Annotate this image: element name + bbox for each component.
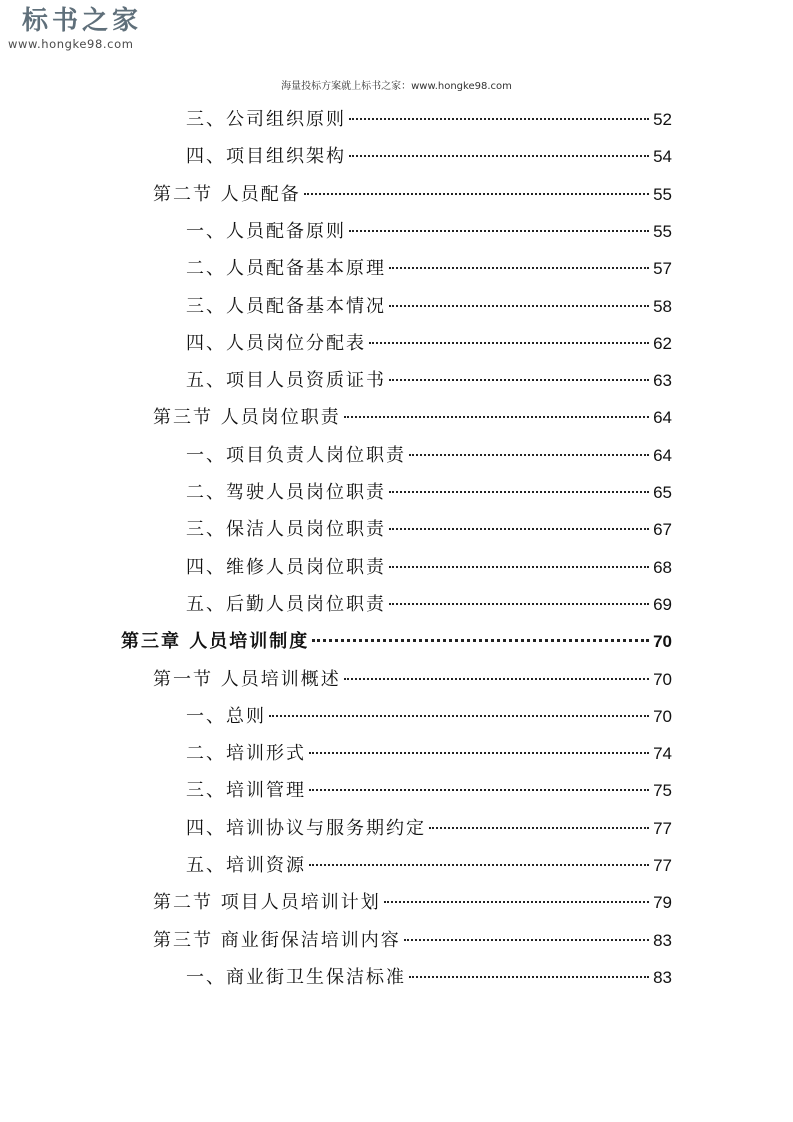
toc-dot-leader	[344, 416, 649, 418]
toc-dot-leader	[309, 864, 649, 866]
toc-subsection-entry[interactable]	[186, 814, 672, 844]
toc-entry-label: 二、培训形式	[186, 743, 306, 765]
toc-page-number: 83	[653, 967, 672, 987]
toc-page-number: 58	[653, 296, 672, 316]
toc-page-number: 64	[653, 445, 672, 465]
toc-subsection-entry[interactable]	[186, 590, 672, 620]
toc-subsection-entry[interactable]	[186, 142, 672, 172]
toc-entry-label: 四、项目组织架构	[186, 146, 346, 168]
toc-section-entry[interactable]	[153, 180, 672, 210]
toc-entry-label: 一、项目负责人岗位职责	[186, 444, 406, 466]
toc-page-number: 62	[653, 333, 672, 353]
toc-dot-leader	[384, 901, 649, 903]
toc-dot-leader	[389, 305, 649, 307]
toc-dot-leader	[344, 678, 649, 680]
toc-entry-label: 第三节 商业街保洁培训内容	[153, 929, 401, 951]
toc-dot-leader	[312, 639, 649, 642]
toc-page-number: 68	[653, 557, 672, 577]
toc-subsection-entry[interactable]	[186, 739, 672, 769]
toc-entry-label: 三、人员配备基本情况	[186, 295, 386, 317]
toc-page-number: 77	[653, 818, 672, 838]
toc-page-number: 69	[653, 594, 672, 614]
toc-subsection-entry[interactable]	[186, 702, 672, 732]
toc-page-number: 70	[653, 706, 672, 726]
toc-entry-label: 第三节 人员岗位职责	[153, 407, 341, 429]
toc-entry-label: 三、公司组织原则	[186, 109, 346, 130]
toc-dot-leader	[389, 528, 649, 530]
toc-entry-label: 第三章 人员培训制度	[121, 631, 310, 653]
logo-url: www.hongke98.com	[8, 37, 134, 51]
toc-subsection-entry[interactable]	[186, 478, 672, 508]
toc-entry-label: 四、培训协议与服务期约定	[186, 817, 426, 839]
toc-subsection-entry[interactable]	[186, 553, 672, 583]
toc-page-number: 64	[653, 408, 672, 428]
toc-dot-leader	[389, 379, 649, 381]
toc-subsection-entry[interactable]	[186, 963, 672, 993]
toc-dot-leader	[349, 155, 649, 157]
toc-subsection-entry[interactable]	[186, 851, 672, 881]
toc-subsection-entry[interactable]	[186, 366, 672, 396]
toc-entry-label: 四、人员岗位分配表	[186, 332, 366, 354]
toc-page-number: 57	[653, 259, 672, 279]
toc-dot-leader	[429, 827, 649, 829]
toc-subsection-entry[interactable]	[186, 105, 672, 135]
toc-page-number: 65	[653, 483, 672, 502]
toc-page-number: 77	[653, 856, 672, 875]
toc-entry-label: 第二节 项目人员培训计划	[153, 892, 381, 914]
toc-subsection-entry[interactable]	[186, 776, 672, 806]
toc-dot-leader	[349, 118, 649, 120]
logo-title: 标书之家	[22, 6, 143, 36]
toc-entry-label: 三、培训管理	[186, 780, 306, 802]
toc-subsection-entry[interactable]	[186, 329, 672, 359]
toc-page-number: 63	[653, 371, 672, 391]
toc-section-entry[interactable]	[153, 888, 672, 918]
toc-entry-label: 五、培训资源	[186, 855, 306, 876]
toc-entry-label: 三、保洁人员岗位职责	[186, 519, 386, 541]
toc-section-entry[interactable]	[153, 926, 672, 956]
toc-chapter-entry[interactable]	[121, 627, 672, 657]
toc-page-number: 75	[653, 781, 672, 801]
toc-dot-leader	[409, 976, 649, 978]
toc-dot-leader	[389, 603, 649, 605]
site-logo	[8, 6, 158, 51]
toc-dot-leader	[389, 566, 649, 568]
toc-entry-label: 五、后勤人员岗位职责	[186, 593, 386, 615]
toc-entry-label: 一、总则	[186, 705, 266, 727]
toc-dot-leader	[309, 752, 649, 754]
toc-page-number: 55	[653, 184, 672, 204]
toc-subsection-entry[interactable]	[186, 515, 672, 545]
toc-dot-leader	[309, 789, 649, 791]
toc-page-number: 83	[653, 930, 672, 950]
toc-section-entry[interactable]	[153, 665, 672, 695]
toc-dot-leader	[269, 715, 649, 717]
toc-entry-label: 第一节 人员培训概述	[153, 668, 341, 690]
toc-entry-label: 一、商业街卫生保洁标准	[186, 966, 406, 988]
toc-dot-leader	[404, 939, 649, 941]
toc-page-number: 70	[653, 632, 672, 652]
toc-page-number: 74	[653, 744, 672, 764]
toc-subsection-entry[interactable]	[186, 292, 672, 322]
toc-dot-leader	[304, 193, 649, 195]
toc-section-entry[interactable]	[153, 403, 672, 433]
toc-dot-leader	[389, 267, 649, 269]
toc-dot-leader	[369, 342, 649, 344]
toc-subsection-entry[interactable]	[186, 217, 672, 247]
toc-page-number: 52	[653, 110, 672, 129]
toc-entry-label: 二、驾驶人员岗位职责	[186, 482, 386, 503]
toc-entry-label: 一、人员配备原则	[186, 220, 346, 242]
toc-page-number: 55	[653, 221, 672, 241]
toc-subsection-entry[interactable]	[186, 254, 672, 284]
header-note: 海量投标方案就上标书之家：www.hongke98.com	[281, 81, 512, 92]
toc-dot-leader	[389, 491, 649, 493]
toc-entry-label: 二、人员配备基本原理	[186, 258, 386, 280]
toc-subsection-entry[interactable]	[186, 441, 672, 471]
toc-entry-label: 第二节 人员配备	[153, 183, 301, 205]
toc-page-number: 67	[653, 520, 672, 540]
toc-entry-label: 五、项目人员资质证书	[186, 370, 386, 392]
toc-entry-label: 四、维修人员岗位职责	[186, 556, 386, 578]
toc-page-number: 79	[653, 893, 672, 913]
toc-page-number: 70	[653, 669, 672, 689]
toc-page-number: 54	[653, 147, 672, 167]
toc-dot-leader	[349, 230, 649, 232]
toc-dot-leader	[409, 454, 649, 456]
